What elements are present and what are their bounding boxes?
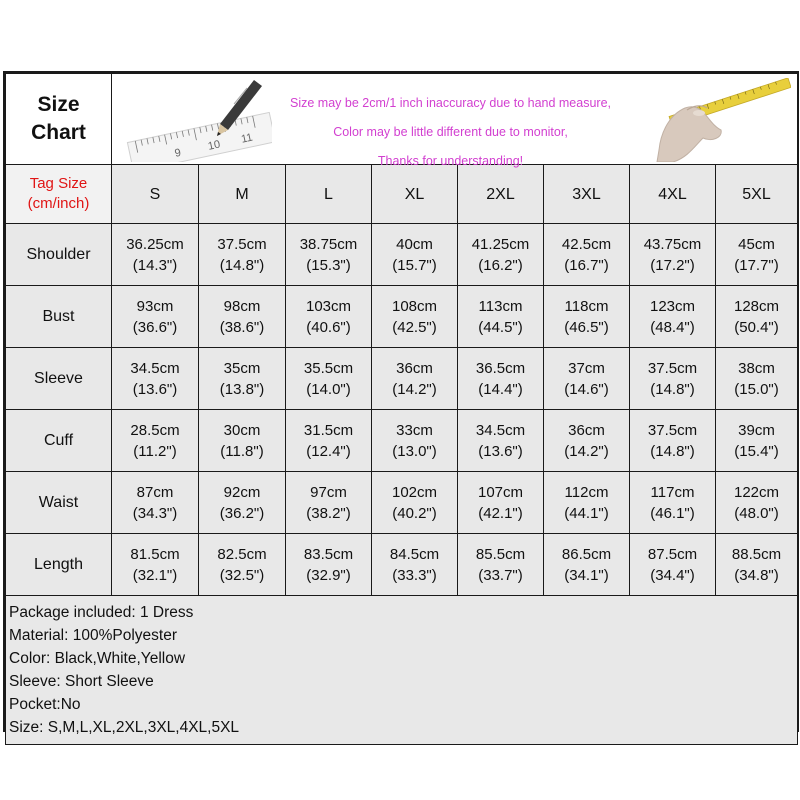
inch-value: (38.2") bbox=[306, 504, 351, 522]
measurement-cell bbox=[716, 224, 798, 286]
ruler-pencil-illustration bbox=[122, 78, 272, 162]
inch-value: (14.2") bbox=[392, 380, 437, 398]
inch-value: (48.4") bbox=[650, 318, 695, 336]
cm-value: 97cm bbox=[310, 483, 347, 501]
inch-value: (14.8") bbox=[219, 256, 265, 274]
size-header: 2XL bbox=[458, 165, 544, 224]
size-header: 4XL bbox=[630, 165, 716, 224]
measurement-cell bbox=[199, 534, 286, 596]
inch-value: (14.3") bbox=[132, 256, 178, 274]
cm-value: 83.5cm bbox=[303, 545, 354, 563]
inch-value: (32.1") bbox=[132, 566, 178, 584]
cm-value: 123cm bbox=[649, 297, 696, 315]
title-line-1: Size bbox=[37, 93, 80, 116]
inch-value: (32.5") bbox=[219, 566, 265, 584]
inch-value: (36.6") bbox=[132, 318, 178, 336]
size-header: M bbox=[199, 165, 286, 224]
info-line: Material: 100%Polyester bbox=[9, 627, 177, 644]
inch-value: (11.2") bbox=[133, 442, 177, 460]
tag-size-label: Tag Size bbox=[29, 175, 88, 192]
inch-value: (14.8") bbox=[650, 442, 695, 460]
measurement-cell bbox=[372, 410, 458, 472]
measurement-cell bbox=[544, 410, 630, 472]
inch-value: (34.1") bbox=[564, 566, 609, 584]
inch-value: (11.8") bbox=[220, 442, 264, 460]
measuring-tape-hand-illustration bbox=[651, 78, 791, 162]
inch-value: (46.5") bbox=[564, 318, 609, 336]
inch-value: (15.0") bbox=[734, 380, 779, 398]
cm-value: 98cm bbox=[223, 297, 261, 315]
size-chart bbox=[3, 71, 799, 736]
measurement-label: Bust bbox=[6, 286, 112, 348]
cm-value: 87cm bbox=[136, 483, 174, 501]
measurement-cell bbox=[630, 348, 716, 410]
size-header: L bbox=[286, 165, 372, 224]
measurement-cell bbox=[199, 472, 286, 534]
title-line-2: Chart bbox=[31, 121, 86, 144]
inch-value: (14.2") bbox=[564, 442, 609, 460]
cm-value: 128cm bbox=[733, 297, 780, 315]
inch-value: (33.7") bbox=[478, 566, 523, 584]
size-table bbox=[5, 73, 798, 745]
cm-value: 31.5cm bbox=[303, 421, 354, 439]
measurement-cell bbox=[716, 410, 798, 472]
cm-value: 38cm bbox=[738, 359, 775, 377]
cm-value: 36.5cm bbox=[475, 359, 526, 377]
cm-value: 43.75cm bbox=[643, 235, 702, 253]
inch-value: (16.7") bbox=[564, 256, 609, 274]
measurement-cell bbox=[544, 472, 630, 534]
measurement-cell bbox=[372, 286, 458, 348]
measurement-cell bbox=[286, 224, 372, 286]
cm-value: 35.5cm bbox=[303, 359, 354, 377]
cm-value: 87.5cm bbox=[647, 545, 698, 563]
inch-value: (14.0") bbox=[306, 380, 351, 398]
measurement-cell bbox=[716, 472, 798, 534]
cm-value: 36cm bbox=[396, 359, 433, 377]
measurement-cell bbox=[199, 224, 286, 286]
cm-value: 92cm bbox=[223, 483, 261, 501]
tag-size-unit: (cm/inch) bbox=[27, 195, 90, 212]
cm-value: 45cm bbox=[738, 235, 775, 253]
cm-value: 28.5cm bbox=[130, 421, 180, 439]
measurement-cell bbox=[630, 472, 716, 534]
cm-value: 81.5cm bbox=[130, 545, 180, 563]
measurement-cell bbox=[630, 410, 716, 472]
measurement-cell bbox=[630, 286, 716, 348]
inch-value: (14.8") bbox=[650, 380, 695, 398]
cm-value: 85.5cm bbox=[475, 545, 526, 563]
inch-value: (15.7") bbox=[392, 256, 437, 274]
measurement-cell bbox=[112, 286, 199, 348]
cm-value: 37.5cm bbox=[647, 359, 698, 377]
cm-value: 86.5cm bbox=[561, 545, 612, 563]
info-line: Color: Black,White,Yellow bbox=[9, 650, 186, 667]
inch-value: (33.3") bbox=[392, 566, 437, 584]
measurement-cell bbox=[544, 348, 630, 410]
ruler-number: 11 bbox=[240, 131, 254, 146]
cm-value: 113cm bbox=[478, 297, 523, 315]
table-row bbox=[6, 472, 798, 534]
notice-line: Color may be little different due to monitor, bbox=[333, 125, 568, 139]
measurement-cell bbox=[458, 410, 544, 472]
size-header: S bbox=[112, 165, 199, 224]
measurement-cell bbox=[199, 286, 286, 348]
cm-value: 39cm bbox=[738, 421, 775, 439]
measurement-cell bbox=[458, 348, 544, 410]
measurement-cell bbox=[199, 410, 286, 472]
inch-value: (34.4") bbox=[650, 566, 695, 584]
inch-value: (34.3") bbox=[132, 504, 178, 522]
cm-value: 36.25cm bbox=[126, 235, 184, 253]
measurement-cell bbox=[199, 348, 286, 410]
measurement-cell bbox=[630, 224, 716, 286]
measurement-cell bbox=[112, 534, 199, 596]
measurement-cell bbox=[112, 472, 199, 534]
info-line: Package included: 1 Dress bbox=[9, 604, 194, 621]
inch-value: (13.6") bbox=[132, 380, 178, 398]
inch-value: (13.6") bbox=[478, 442, 523, 460]
measurement-label: Waist bbox=[6, 472, 112, 534]
size-header: 3XL bbox=[544, 165, 630, 224]
inch-value: (15.4") bbox=[734, 442, 779, 460]
inch-value: (36.2") bbox=[219, 504, 265, 522]
info-line: Size: S,M,L,XL,2XL,3XL,4XL,5XL bbox=[9, 719, 240, 736]
measurement-cell bbox=[544, 534, 630, 596]
cm-value: 38.75cm bbox=[299, 235, 358, 253]
measurement-cell bbox=[286, 534, 372, 596]
inch-value: (46.1") bbox=[650, 504, 695, 522]
inch-value: (34.8") bbox=[734, 566, 779, 584]
measurement-label: Cuff bbox=[6, 410, 112, 472]
cm-value: 37.5cm bbox=[647, 421, 698, 439]
cm-value: 118cm bbox=[564, 297, 609, 315]
size-header: XL bbox=[372, 165, 458, 224]
inch-value: (50.4") bbox=[734, 318, 779, 336]
info-line: Sleeve: Short Sleeve bbox=[9, 673, 154, 690]
cm-value: 103cm bbox=[305, 297, 352, 315]
cm-value: 82.5cm bbox=[217, 545, 267, 563]
measurement-cell bbox=[112, 224, 199, 286]
cm-value: 37cm bbox=[568, 359, 605, 377]
cm-value: 34.5cm bbox=[475, 421, 526, 439]
size-chart-title bbox=[6, 74, 112, 165]
inch-value: (38.6") bbox=[219, 318, 265, 336]
table-row bbox=[6, 224, 798, 286]
measurement-cell bbox=[716, 348, 798, 410]
measurement-cell bbox=[630, 534, 716, 596]
cm-value: 107cm bbox=[477, 483, 524, 501]
notice-line: Thanks for understanding! bbox=[377, 154, 524, 168]
notice-banner bbox=[112, 74, 798, 168]
cm-value: 93cm bbox=[136, 297, 174, 315]
inch-value: (32.9") bbox=[306, 566, 351, 584]
inch-value: (48.0") bbox=[734, 504, 779, 522]
table-row bbox=[6, 348, 798, 410]
hand-icon bbox=[657, 106, 721, 162]
measurement-cell bbox=[544, 286, 630, 348]
measurement-cell bbox=[112, 348, 199, 410]
cm-value: 112cm bbox=[564, 483, 609, 501]
inch-value: (15.3") bbox=[306, 256, 351, 274]
inch-value: (17.2") bbox=[650, 256, 695, 274]
measurement-cell bbox=[372, 224, 458, 286]
table-row bbox=[6, 410, 798, 472]
cm-value: 41.25cm bbox=[471, 235, 530, 253]
measurement-cell bbox=[286, 472, 372, 534]
cm-value: 108cm bbox=[391, 297, 438, 315]
measurement-cell bbox=[372, 534, 458, 596]
measurement-label: Length bbox=[6, 534, 112, 596]
inch-value: (16.2") bbox=[478, 256, 523, 274]
cm-value: 34.5cm bbox=[130, 359, 180, 377]
measurement-cell bbox=[372, 472, 458, 534]
measurement-cell bbox=[458, 472, 544, 534]
cm-value: 36cm bbox=[568, 421, 605, 439]
measurement-rows bbox=[6, 224, 798, 596]
measurement-cell bbox=[286, 348, 372, 410]
cm-value: 30cm bbox=[223, 421, 261, 439]
cm-value: 35cm bbox=[223, 359, 261, 377]
measurement-cell bbox=[286, 286, 372, 348]
measurement-cell bbox=[458, 224, 544, 286]
table-row bbox=[6, 534, 798, 596]
cm-value: 33cm bbox=[396, 421, 433, 439]
measurement-cell bbox=[458, 286, 544, 348]
inch-value: (40.2") bbox=[392, 504, 437, 522]
inch-value: (44.1") bbox=[564, 504, 609, 522]
cm-value: 42.5cm bbox=[561, 235, 612, 253]
inch-value: (12.4") bbox=[306, 442, 351, 460]
measurement-label: Shoulder bbox=[6, 224, 112, 286]
cm-value: 40cm bbox=[396, 235, 433, 253]
ruler-number: 10 bbox=[206, 138, 222, 153]
cm-value: 88.5cm bbox=[731, 545, 782, 563]
size-header: 5XL bbox=[716, 165, 798, 224]
inch-value: (13.8") bbox=[219, 380, 265, 398]
measurement-cell bbox=[716, 286, 798, 348]
inch-value: (14.4") bbox=[478, 380, 523, 398]
inch-value: (14.6") bbox=[564, 380, 609, 398]
product-info bbox=[6, 596, 798, 745]
cm-value: 37.5cm bbox=[217, 235, 267, 253]
cm-value: 102cm bbox=[391, 483, 438, 501]
cm-value: 117cm bbox=[650, 483, 695, 501]
cm-value: 84.5cm bbox=[389, 545, 440, 563]
table-row bbox=[6, 286, 798, 348]
notice-line: Size may be 2cm/1 inch inaccuracy due to hand measure, bbox=[290, 96, 612, 110]
inch-value: (40.6") bbox=[306, 318, 351, 336]
measurement-cell bbox=[286, 410, 372, 472]
inch-value: (13.0") bbox=[392, 442, 437, 460]
measurement-cell bbox=[372, 348, 458, 410]
inch-value: (44.5") bbox=[478, 318, 523, 336]
measurement-cell bbox=[716, 534, 798, 596]
ruler-number: 9 bbox=[173, 146, 183, 160]
measurement-cell bbox=[544, 224, 630, 286]
measurement-cell bbox=[458, 534, 544, 596]
inch-value: (42.5") bbox=[392, 318, 437, 336]
measurement-label: Sleeve bbox=[6, 348, 112, 410]
tag-size-header bbox=[6, 165, 112, 224]
cm-value: 122cm bbox=[733, 483, 780, 501]
notice-text bbox=[290, 89, 611, 176]
measurement-cell bbox=[112, 410, 199, 472]
inch-value: (42.1") bbox=[478, 504, 523, 522]
info-line: Pocket:No bbox=[9, 696, 81, 713]
inch-value: (17.7") bbox=[734, 256, 779, 274]
